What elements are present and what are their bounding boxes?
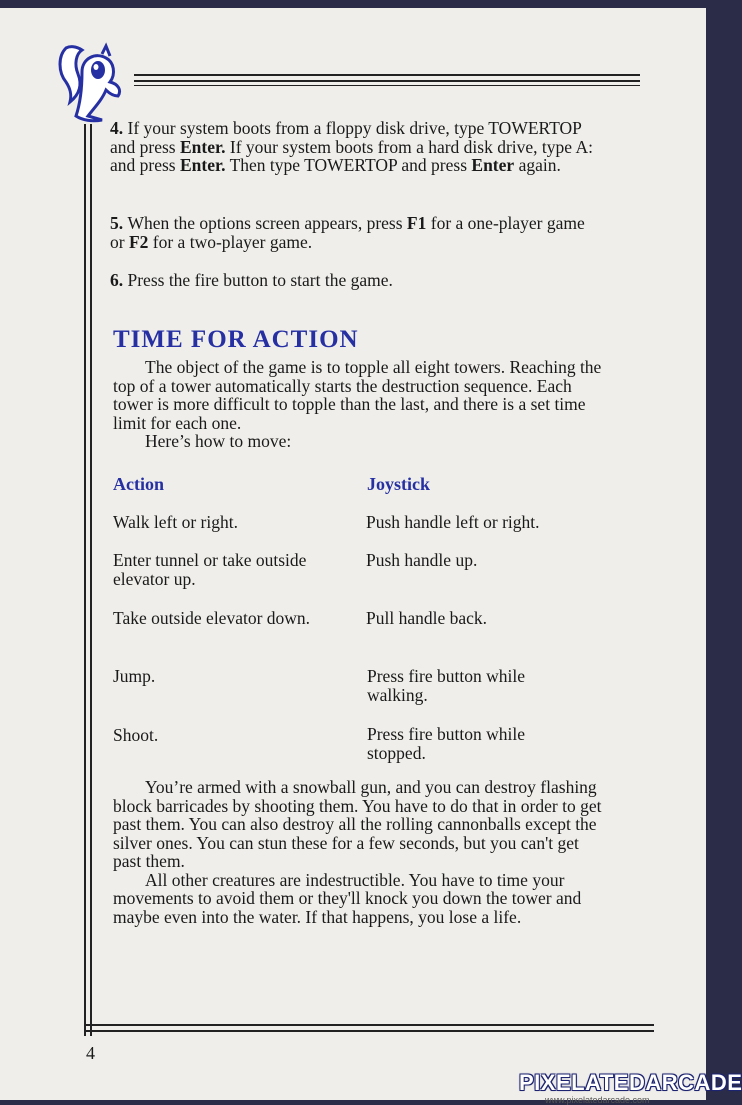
table-cell-action: Take outside elevator down. [113, 608, 311, 628]
step-text: Press the fire button to start the game. [127, 270, 393, 290]
key-name: Enter. [179, 155, 226, 175]
step-text: for a two-player game. [148, 231, 313, 252]
squirrel-mascot-icon [52, 42, 126, 124]
table-cell-joystick: Push handle up. [366, 550, 478, 570]
table-cell-action: Enter tunnel or take outside elevator up. [113, 550, 307, 589]
left-rule-2 [90, 124, 92, 1036]
table-cell-action: Jump. [113, 666, 156, 686]
step-number: 5. [110, 213, 128, 233]
table-cell-joystick: Pull handle back. [366, 608, 488, 628]
top-rule [134, 74, 640, 76]
watermark-logo: PIXELATEDARCADE [519, 1070, 742, 1095]
intro-paragraph: The object of the game is to topple all eight towers. Reaching the top of a tower automatically starts the destruction sequence. Each tower is more difficult to topple than the last, and there is a set time limit for each one. Here’s how to move: [113, 358, 608, 451]
table-cell-action: Shoot. [113, 725, 159, 745]
table-cell-joystick: Press fire button while walking. [367, 666, 525, 705]
step-4 [110, 119, 600, 175]
step-text: again. [514, 155, 561, 175]
step-text: for a one-player game or [110, 213, 585, 252]
section-heading: TIME FOR ACTION [113, 326, 359, 353]
left-rule [84, 124, 86, 1036]
body-paragraph: You’re armed with a snowball gun, and you can destroy flashing block barricades by shooting them. You have to do that in order to get past them. You can also destroy all the rolling cannonballs except the silver ones. You can stun these for a few seconds, but you can't get past them. All other creatures are indestructible. You have to time your movements to avoid them or they'll knock you down the tower and maybe even into the water. If that happens, you lose a life. [113, 777, 602, 927]
manual-page [0, 8, 742, 1105]
key-name: Enter [471, 155, 515, 175]
step-5 [110, 214, 600, 251]
table-cell-action: Walk left or right. [113, 512, 238, 532]
table-cell-joystick: Push handle left or right. [366, 512, 540, 532]
step-text: When the options screen appears, press [127, 213, 407, 233]
step-6 [110, 271, 600, 290]
bottom-rule [84, 1024, 654, 1026]
table-cell-joystick: Press fire button while stopped. [367, 724, 525, 763]
step-text: If your system boots from a hard disk drive, type A: and press [110, 136, 593, 175]
step-number: 6. [110, 270, 128, 290]
step-number: 4. [110, 118, 128, 138]
page-number: 4 [86, 1043, 95, 1063]
key-name: F2 [128, 231, 149, 252]
column-header-joystick: Joystick [367, 474, 430, 494]
column-header-action: Action [113, 474, 164, 494]
watermark-url: www.pixelatedarcade.com [545, 1095, 650, 1105]
bottom-rule-2 [84, 1030, 654, 1032]
key-name: F1 [406, 213, 427, 233]
top-rule-2 [134, 80, 640, 82]
step-text: If your system boots from a floppy disk drive, type TOWERTOP and press [110, 118, 582, 157]
step-text: Then type TOWERTOP and press [225, 155, 472, 175]
intro-line-2: Here’s how to move: [145, 431, 292, 451]
key-name: Enter. [179, 136, 226, 157]
top-rule-3 [134, 85, 640, 86]
